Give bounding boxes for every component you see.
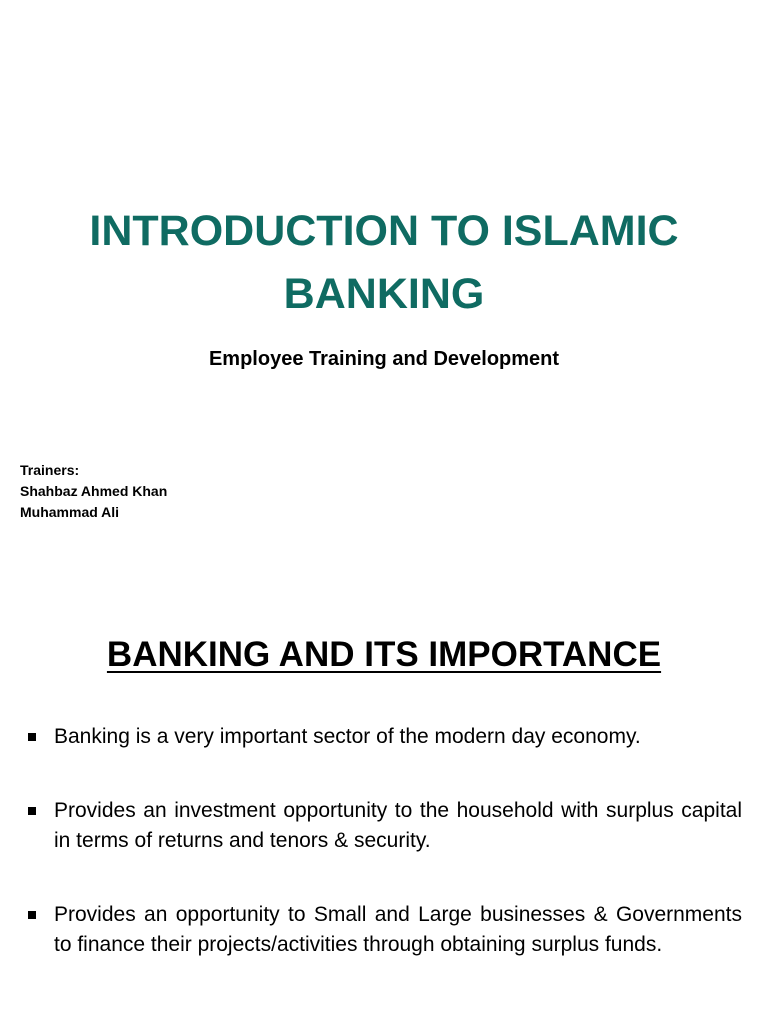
slide-heading-text: BANKING AND ITS IMPORTANCE — [106, 635, 662, 674]
trainers-block — [20, 460, 167, 523]
bullet-list — [26, 722, 742, 960]
square-bullet-icon — [28, 807, 36, 815]
bullet-text-2: Provides an investment opportunity to the household with surplus capital in terms of returns and tenors & security. — [54, 799, 742, 852]
trainer-name-1: Shahbaz Ahmed Khan — [20, 483, 168, 499]
list-item — [26, 796, 742, 856]
square-bullet-icon — [28, 733, 36, 741]
trainers-label: Trainers: — [20, 462, 80, 478]
bullet-text-1: Banking is a very important sector of the modern day economy. — [54, 725, 641, 748]
slide-heading — [0, 632, 768, 678]
content-slide — [0, 576, 768, 1024]
bullet-text-3: Provides an opportunity to Small and Large businesses & Governments to finance their projects/activities through obtaining surplus funds. — [54, 903, 742, 956]
list-item — [26, 900, 742, 960]
title-line-1: INTRODUCTION TO ISLAMIC — [89, 207, 679, 255]
presentation-title — [20, 200, 748, 326]
presentation-subtitle: Employee Training and Development — [208, 348, 560, 370]
square-bullet-icon — [28, 911, 36, 919]
trainer-name-2: Muhammad Ali — [20, 504, 120, 520]
title-line-2: BANKING — [283, 270, 485, 318]
list-item — [26, 722, 742, 752]
